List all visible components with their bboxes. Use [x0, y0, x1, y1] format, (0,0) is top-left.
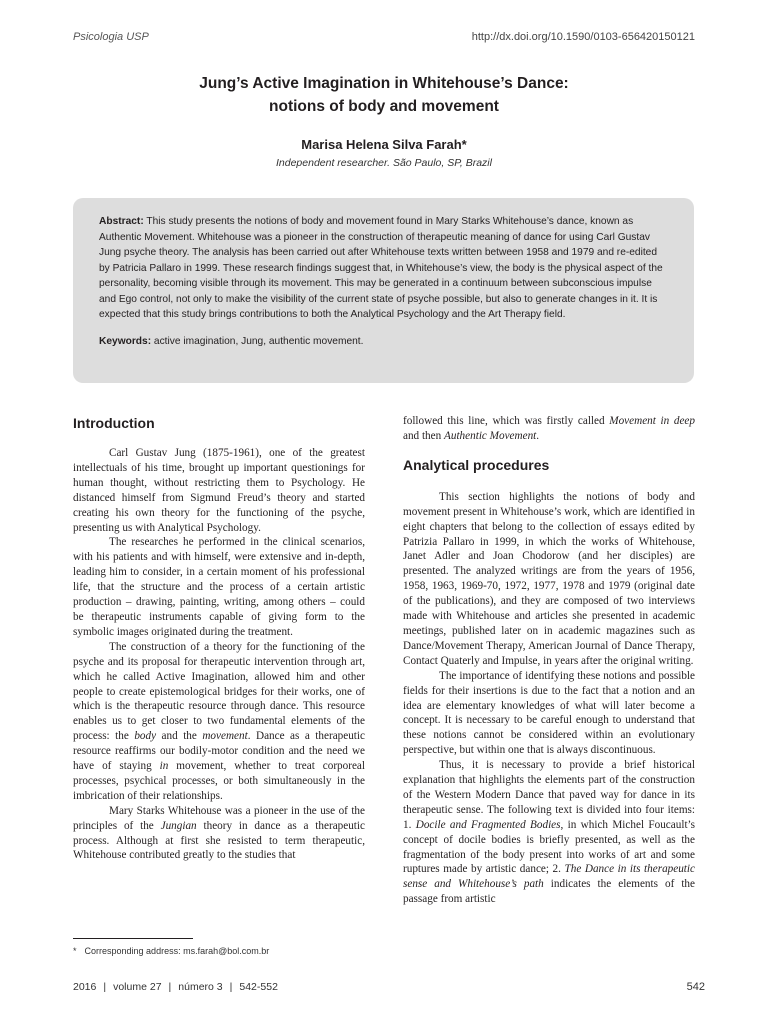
title-line-2: notions of body and movement [269, 98, 499, 115]
footer-separator: | [168, 981, 172, 993]
abstract [99, 214, 668, 323]
emphasis-movement-in-deep: Movement in deep [609, 415, 695, 427]
analytical-procedures-heading: Analytical procedures [403, 456, 550, 473]
author-name: Marisa Helena Silva Farah* [301, 137, 467, 152]
intro-paragraph-3: The construction of a theory for the functioning of the psyche and its proposal for therapeutic intervention through art, which he called Active Imagination, allowed him and other people to create epistemological bridges for their works, one of which is the therapeutic resource through dance. This resource enables us to get closer to two fundamental elements of the process: the body and the movement. Dance as a therapeutic resource reaffirms our bodily-motor condition and the need we have of staying in movement, whether to treat corporeal processes, psychical processes, or both simultaneously in the imbrication of their relationships. [73, 640, 365, 802]
keywords-label: Keywords: [99, 335, 152, 347]
emphasis-in: in [159, 760, 169, 773]
abstract-box [73, 198, 694, 383]
analytical-paragraph-1: This section highlights the notions of body and movement present in Whitehouse’s work, which are identified in eight chapters that belong to the collection of essays edited by Patrizia Pallaro in 1999, in which the works of Whitehouse, Janet Adler and Joan Chodorow (and her disciples) are presented. The analyzed writings are from the years of 1956, 1958, 1963, 1969-70, 1972, 1977, 1978 and 1979 (original date of the publications), and they are composed of two interviews made with Whitehouse and articles she presented in academic meetings, published later on in academic magazines such as Dance/Movement Therapy, American Journal of Dance Therapy, Contact Quaterly and Impulse, in years after the original writing. [403, 490, 695, 667]
emphasis-dance-therapeutic: The Dance in its therapeutic sense and Whitehouse’s path [403, 863, 695, 891]
introduction-heading: Introduction [73, 415, 155, 431]
keywords [99, 334, 668, 350]
author-affiliation: Independent researcher. São Paulo, SP, Brazil [276, 157, 492, 169]
left-column [73, 414, 365, 863]
footnote [73, 946, 269, 956]
running-head-journal: Psicologia USP [73, 31, 149, 43]
emphasis-jungian: Jungian [160, 819, 197, 832]
right-column [403, 414, 695, 907]
emphasis-movement: movement [202, 730, 248, 743]
intro-paragraph-1: Carl Gustav Jung (1875-1961), one of the greatest intellectuals of his time, brought up important questionings for human thought, without restricting them to Psychology. He distanced himself from Sigmund Freud’s theory and started creating his own theory for the functioning of the psyche, presenting us with Analytical Psychology. [73, 447, 365, 534]
footnote-mark: * [73, 946, 77, 956]
intro-paragraph-4: Mary Starks Whitehouse was a pioneer in the use of the principles of the Jungian theory in dance as a therapeutic process. Although at first she resisted to term therapeutic, Whitehouse contributed greatly to the studies that [73, 804, 365, 862]
footer-volume: volume 27 [113, 981, 162, 993]
emphasis-docile-bodies: Docile and Fragmented Bodies [415, 818, 561, 831]
emphasis-authentic-movement: Authentic Movement [444, 429, 537, 442]
footnote-text: Corresponding address: ms.farah@bol.com.br [84, 946, 270, 956]
footer-pages: 542-552 [239, 981, 278, 993]
footnote-divider [73, 938, 193, 939]
article-title [60, 72, 708, 118]
footer-number: número 3 [178, 981, 223, 993]
abstract-text: This study presents the notions of body and movement found in Mary Starks Whitehouse’s dance, known as Authentic Movement. Whitehouse was a pioneer in the construction of therapeutic meaning of dance for using Carl Gustav Jung psyche theory. The analysis has been carried out after Whitehouse texts written between 1958 and 1979 and re-edited by Patricia Pallaro in 1999. These research findings suggest that, in Whitehouse’s view, the body is the physical aspect of the personality, becoming visible through its movement. This may be generated in a continuum between subconscious impulse and Ego control, not only to make the visibility of the current state of psyche possible, but also to generate changes in it. It is expected that this study brings contributions to both the Analytical Psychology and the Art Therapy field. [99, 216, 663, 320]
title-line-1: Jung’s Active Imagination in Whitehouse’s Dance: [199, 75, 569, 92]
emphasis-body: body [134, 730, 157, 743]
footer-separator: | [229, 981, 233, 993]
footer-separator: | [103, 981, 107, 993]
analytical-paragraph-2: The importance of identifying these notions and possible fields for their insertions is due to the fact that a notion and an idea are elementary knowledges of what will later become a concept. It is necessary to be careful enough to understand that these notions cannot be considered within an evolutionary perspective, but within one that is always discontinuous. [403, 669, 695, 757]
intro-continuation: followed this line, which was firstly called Movement in deep and then Authentic Movement. [403, 415, 695, 442]
keywords-text: active imagination, Jung, authentic movement. [151, 335, 364, 347]
doi-link[interactable]: http://dx.doi.org/10.1590/0103-656420150121 [471, 31, 695, 43]
analytical-paragraph-3: Thus, it is necessary to provide a brief historical explanation that highlights the elements part of the construction of the Western Modern Dance that paved way for dance in its therapeutic sense. The following text is divided into four items: 1. Docile and Fragmented Bodies, in which Michel Foucault’s concept of docile bodies is briefly presented, as well as the fragmentation of the body present into works of art and some ruptures made by artistic dance; 2. The Dance in its therapeutic sense and Whitehouse’s path indicates the elements of the passage from artistic [403, 759, 696, 906]
footer-year: 2016 [73, 981, 97, 993]
intro-paragraph-2: The researches he performed in the clinical scenarios, with his patients and with himself, were extensive and in-depth, leading him to consider, in a certain moment of his professional life, that the structure and the process of a certain artistic production – drawing, painting, writing, among others – could be therapeutic instruments capable of giving form to the symbolic images originated during the treatment. [73, 536, 365, 638]
page-number: 542 [686, 981, 705, 993]
footer-citation [73, 981, 278, 993]
abstract-label: Abstract: [99, 216, 144, 227]
